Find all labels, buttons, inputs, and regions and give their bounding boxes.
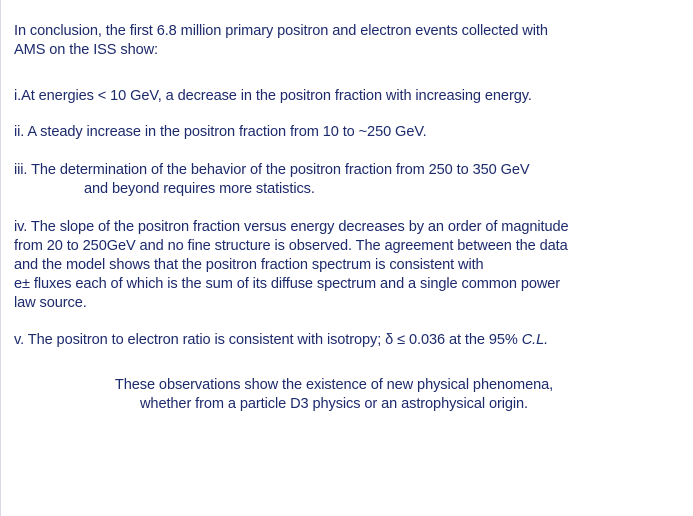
finding-iii-line-2: and beyond requires more statistics. [84,181,315,197]
finding-iii-line-1: iii. The determination of the behavior of the positron fraction from 250 to 350 GeV [14,162,530,178]
slide-body [14,22,690,414]
intro-line-2: AMS on the ISS show: [14,42,159,58]
left-border [0,0,1,516]
closing-line-1: These observations show the existence of new physical phenomena, [114,377,554,393]
finding-iv-line-3: and the model shows that the positron fraction spectrum is consistent with [14,257,484,273]
closing-statement [14,376,654,414]
confidence-level: C.L. [521,332,549,348]
finding-iv-line-2: from 20 to 250GeV and no fine structure is observed. The agreement between the data [14,238,568,254]
finding-iv [14,218,690,313]
finding-i-text: i.At energies < 10 GeV, a decrease in the positron fraction with increasing energy. [14,88,532,104]
intro-paragraph [14,22,690,60]
finding-iii [14,161,690,199]
finding-ii-text: ii. A steady increase in the positron fraction from 10 to ~250 GeV. [14,124,427,140]
finding-iv-line-4: e± fluxes each of which is the sum of its diffuse spectrum and a single common power [14,276,561,292]
finding-i [14,87,690,106]
finding-iv-line-1: iv. The slope of the positron fraction versus energy decreases by an order of magnitude [14,219,569,235]
finding-v-text: v. The positron to electron ratio is consistent with isotropy; δ ≤ 0.036 at the 95% [14,332,522,348]
finding-iv-line-5: law source. [14,295,87,311]
closing-line-2: whether from a particle D3 physics or an astrophysical origin. [139,396,528,412]
intro-line-1: In conclusion, the first 6.8 million primary positron and electron events collected with [14,23,548,39]
finding-ii [14,123,690,142]
finding-v [14,331,690,350]
